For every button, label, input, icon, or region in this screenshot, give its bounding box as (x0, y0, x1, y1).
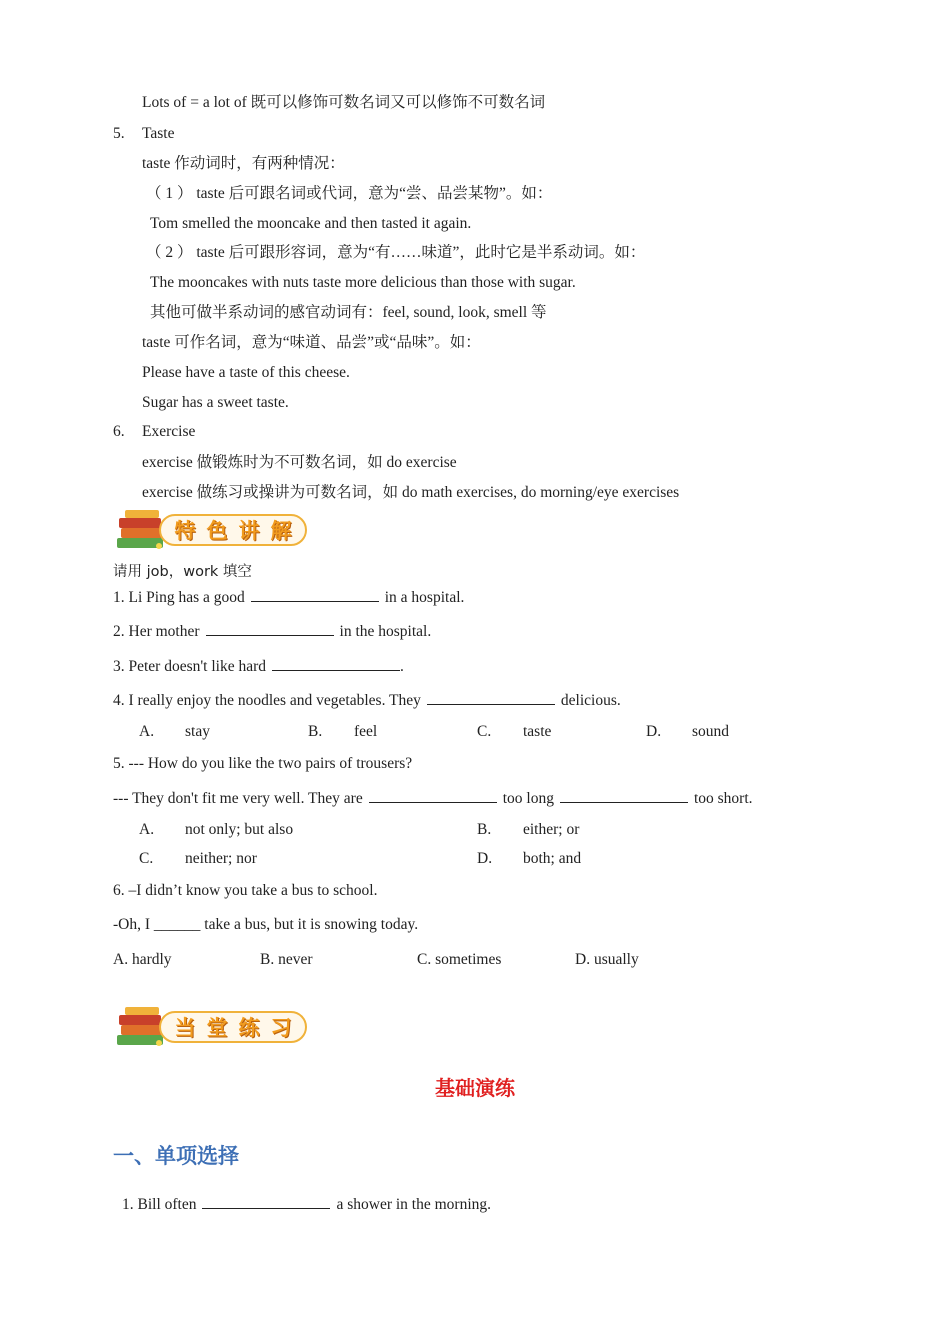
item-5-title: Taste (142, 125, 175, 142)
question-text: in a hospital. (384, 589, 465, 606)
question-text: 2. Her mother (113, 623, 200, 640)
option-text[interactable]: taste (523, 723, 552, 740)
answer-blank[interactable] (427, 690, 555, 705)
note-case-1: （ 1 ） taste 后可跟名词或代词，意为“尝、品尝某物”。如： (146, 185, 553, 202)
banner-char: 解 (270, 519, 292, 543)
note-taste-verb: taste 作动词时，有两种情况： (142, 155, 345, 172)
item-5-number: 5. (113, 125, 125, 142)
practice-question-1 (122, 1194, 491, 1215)
question-text: too short. (693, 790, 753, 807)
option-text[interactable]: both; and (523, 850, 582, 867)
section-heading: 一、单项选择 (113, 1144, 239, 1168)
option-item[interactable]: D. usually (575, 951, 639, 968)
question-text: a shower in the morning. (336, 1196, 492, 1213)
question-6-answer: -Oh, I ______ take a bus, but it is snowing today. (113, 916, 419, 933)
banner-char: 色 (206, 519, 228, 543)
banner-char: 讲 (238, 519, 260, 543)
answer-blank[interactable] (202, 1194, 330, 1209)
question-text: too long (502, 790, 554, 807)
instruction: 请用 job，work 填空 (113, 564, 252, 580)
option-letter: B. (308, 723, 323, 740)
section-title: 基础演练 (435, 1076, 515, 1100)
answer-blank[interactable] (560, 788, 688, 803)
question-5: 5. --- How do you like the two pairs of trousers? (113, 755, 413, 772)
banner-char: 特 (174, 519, 196, 543)
banner-char: 当 (174, 1016, 196, 1040)
note-noun-example-1: Please have a taste of this cheese. (142, 364, 350, 381)
question-text: 1. Bill often (122, 1196, 197, 1213)
option-text[interactable]: not only; but also (185, 821, 294, 838)
question-text: . (400, 658, 404, 675)
note-noun-example-2: Sugar has a sweet taste. (142, 394, 289, 411)
option-text[interactable]: feel (354, 723, 378, 740)
item-6-title: Exercise (142, 423, 196, 440)
question-1 (113, 587, 464, 608)
banner-label (159, 514, 307, 546)
answer-blank[interactable] (369, 788, 497, 803)
answer-blank[interactable] (251, 587, 379, 602)
question-text: 1. Li Ping has a good (113, 589, 245, 606)
option-letter: A. (139, 821, 155, 838)
note-lots-of: Lots of = a lot of 既可以修饰可数名词又可以修饰不可数名词 (142, 94, 546, 111)
question-text: delicious. (560, 692, 621, 709)
answer-blank[interactable] (206, 621, 334, 636)
banner-label (159, 1011, 307, 1043)
banner-char: 堂 (206, 1016, 228, 1040)
option-letter: C. (477, 723, 492, 740)
option-text[interactable]: stay (185, 723, 210, 740)
banner-char: 习 (270, 1016, 292, 1040)
option-letter: D. (646, 723, 662, 740)
note-case-1-example: Tom smelled the mooncake and then tasted it again. (150, 215, 472, 232)
question-text: 4. I really enjoy the noodles and vegetables. They (113, 692, 421, 709)
banner-classroom-practice (113, 1005, 313, 1051)
option-letter: B. (477, 821, 492, 838)
option-letter: C. (139, 850, 154, 867)
note-case-2-example: The mooncakes with nuts taste more delicious than those with sugar. (150, 274, 576, 291)
option-text[interactable]: neither; nor (185, 850, 257, 867)
note-taste-noun: taste 可作名词，意为“味道、品尝”或“品味”。如： (142, 334, 481, 351)
option-item[interactable]: C. sometimes (417, 951, 502, 968)
question-5-answer (113, 788, 753, 809)
question-text: 3. Peter doesn't like hard (113, 658, 267, 675)
option-letter: A. (139, 723, 155, 740)
option-item[interactable]: A. hardly (113, 951, 172, 968)
option-letter: D. (477, 850, 493, 867)
question-text: --- They don't fit me very well. They are (113, 790, 363, 807)
option-text[interactable]: sound (692, 723, 730, 740)
option-text[interactable]: either; or (523, 821, 580, 838)
note-exercise-2: exercise 做练习或操讲为可数名词，如 do math exercises, do morning/eye exercises (142, 484, 680, 501)
question-6: 6. –I didn’t know you take a bus to school. (113, 882, 378, 899)
note-case-2: （ 2 ） taste 后可跟形容词，意为“有……味道”，此时它是半系动词。如： (146, 244, 646, 261)
question-3 (113, 656, 404, 677)
note-exercise-1: exercise 做锻炼时为不可数名词，如 do exercise (142, 454, 457, 471)
banner-char: 练 (238, 1016, 260, 1040)
banner-special-explanation (113, 508, 313, 554)
answer-blank[interactable] (272, 656, 400, 671)
question-2 (113, 621, 431, 642)
note-other-verbs: 其他可做半系动词的感官动词有：feel, sound, look, smell 等 (150, 304, 547, 321)
option-item[interactable]: B. never (260, 951, 313, 968)
item-6-number: 6. (113, 423, 125, 440)
question-text: in the hospital. (339, 623, 432, 640)
question-4 (113, 690, 621, 711)
